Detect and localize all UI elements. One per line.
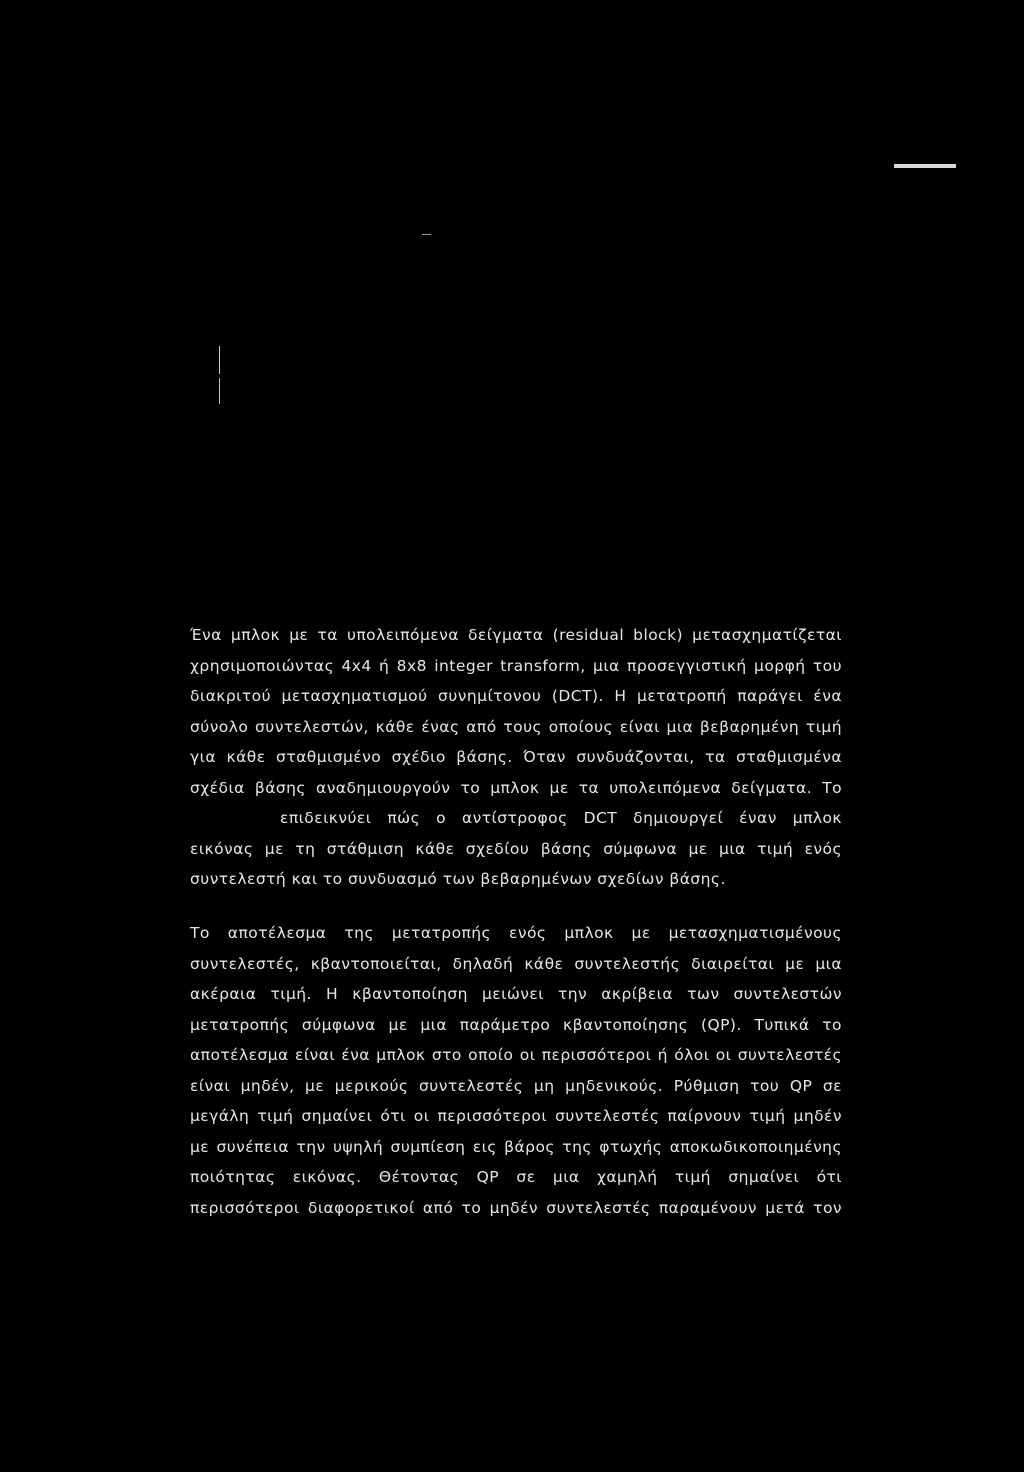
- text-line: ποιότητας εικόνας. Θέτοντας QP σε μια χαμηλή τιμή σημαίνει ότι: [190, 1168, 842, 1186]
- scan-artifact-dash: [422, 234, 431, 235]
- text-line: αποτέλεσμα είναι ένα μπλοκ στο οποίο οι περισσότεροι ή όλοι οι συντελεστές: [190, 1046, 842, 1064]
- text-line: ακέραια τιμή. Η κβαντοποίηση μειώνει την ακρίβεια των συντελεστών: [190, 985, 842, 1003]
- text-line: μετατροπής σύμφωνα με μια παράμετρο κβαντοποίησης (QP). Τυπικά το: [190, 1015, 842, 1034]
- text-line: μεγάλη τιμή σημαίνει ότι οι περισσότεροι συντελεστές παίρνουν τιμή μηδέν: [190, 1107, 842, 1125]
- scan-artifact-line-lower: [219, 378, 220, 404]
- paragraph-quantization: [190, 918, 842, 1223]
- scan-artifact-line-upper: [219, 346, 220, 374]
- text-line: Ένα μπλοκ με τα υπολειπόμενα δείγματα (residual block) μετασχηματίζεται: [190, 626, 842, 644]
- text-line: χρησιμοποιώντας 4x4 ή 8x8 integer transform, μια προσεγγιστική μορφή του: [190, 656, 842, 675]
- text-line: συντελεστή και το συνδυασμό των βεβαρημένων σχεδίων βάσης.: [190, 870, 726, 888]
- text-line: Το αποτέλεσμα της μετατροπής ενός μπλοκ με μετασχηματισμένους: [190, 924, 842, 942]
- scan-artifact-mark: [894, 164, 956, 168]
- text-line: διακριτού μετασχηματισμού συνημίτονου (DCT). Η μετατροπή παράγει ένα: [190, 687, 842, 705]
- text-line: σύνολο συντελεστών, κάθε ένας από τους οποίους είναι μια βεβαρημένη τιμή: [190, 717, 842, 736]
- text-line: σχέδια βάσης αναδημιουργούν το μπλοκ με τα υπολειπόμενα δείγματα. Το: [190, 778, 842, 797]
- text-line: είναι μηδέν, με μερικούς συντελεστές μη μηδενικούς. Ρύθμιση του QP σε: [190, 1076, 842, 1095]
- text-line: επιδεικνύει πώς ο αντίστροφος DCT δημιουργεί έναν μπλοκ: [280, 809, 842, 827]
- text-line: με συνέπεια την υψηλή συμπίεση εις βάρος της φτωχής αποκωδικοποιημένης: [190, 1137, 842, 1156]
- text-line: εικόνας με τη στάθμιση κάθε σχεδίου βάσης σύμφωνα με μια τιμή ενός: [190, 839, 842, 858]
- text-line: συντελεστές, κβαντοποιείται, δηλαδή κάθε συντελεστής διαιρείται με μια: [190, 954, 842, 973]
- text-line: για κάθε σταθμισμένο σχέδιο βάσης. Όταν συνδυάζονται, τα σταθμισμένα: [190, 748, 842, 766]
- text-line: περισσότεροι διαφορετικοί από το μηδέν συντελεστές παραμένουν μετά τον: [190, 1198, 842, 1217]
- paragraph-transform: [190, 620, 842, 895]
